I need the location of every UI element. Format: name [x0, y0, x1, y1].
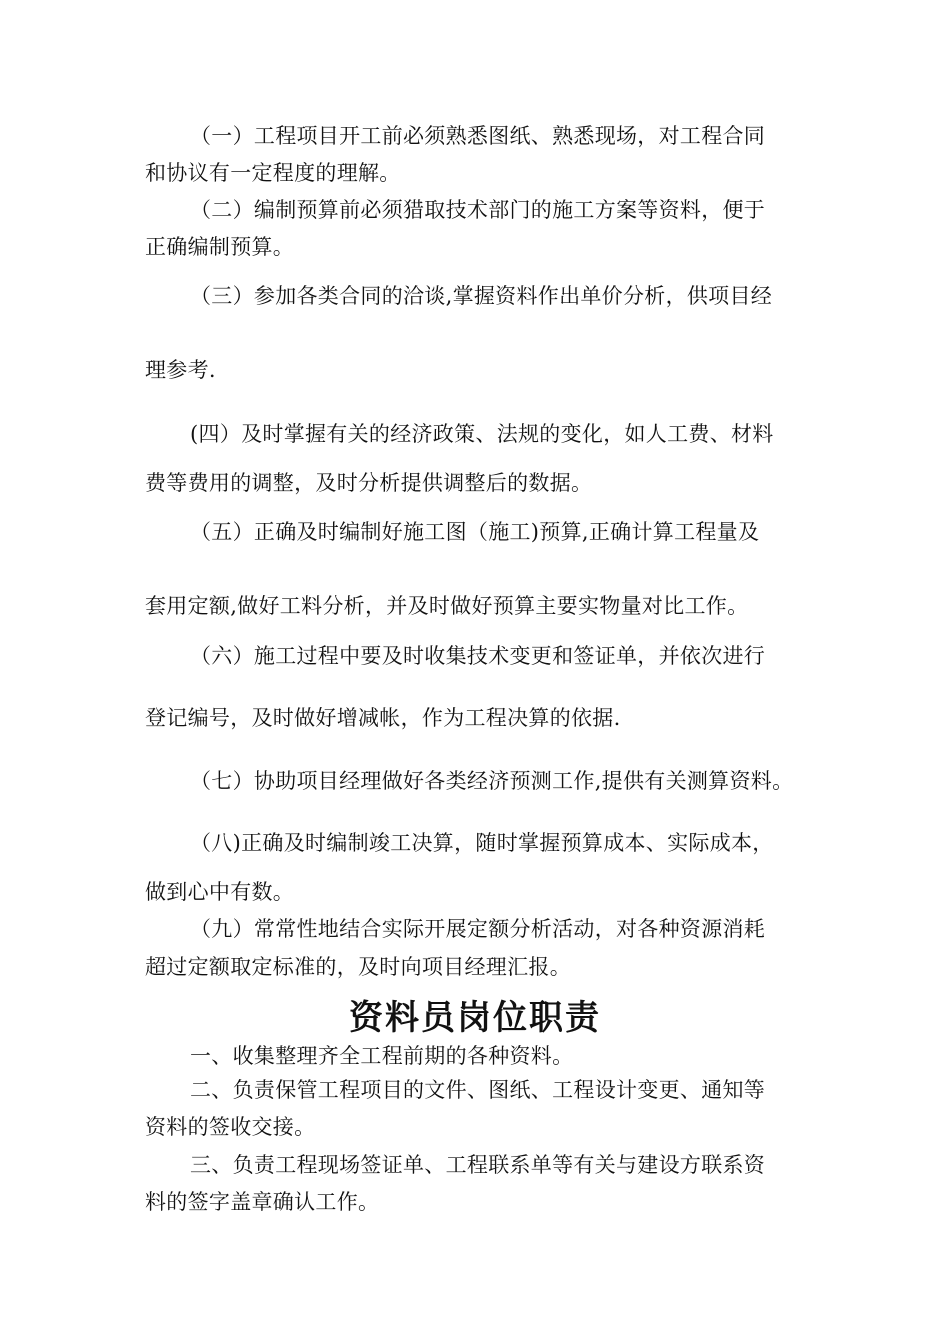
item-continuation-line: 和协议有一定程度的理解。	[145, 161, 401, 185]
section-heading: 资料员岗位职责	[349, 998, 601, 1038]
item-continuation-line: 做到心中有数。	[145, 880, 295, 904]
item-first-line: （八)正确及时编制竣工决算，随时掌握预算成本、实际成本，	[190, 831, 774, 855]
item-continuation-line: 登记编号，及时做好增减帐，作为工程决算的依据.	[145, 706, 621, 730]
item-first-line: (四）及时掌握有关的经济政策、法规的变化，如人工费、材料	[190, 422, 774, 446]
item-continuation-line: 料的签字盖章确认工作。	[145, 1190, 380, 1214]
item-first-line: （三）参加各类合同的洽谈,掌握资料作出单价分析，供项目经	[190, 284, 773, 308]
item-first-line: （七）协助项目经理做好各类经济预测工作,提供有关测算资料。	[190, 769, 794, 793]
item-first-line: （九）常常性地结合实际开展定额分析活动，对各种资源消耗	[190, 917, 766, 941]
item-first-line: 一、收集整理齐全工程前期的各种资料。	[190, 1044, 574, 1068]
item-continuation-line: 理参考.	[145, 358, 216, 382]
item-continuation-line: 费等费用的调整，及时分析提供调整后的数据。	[145, 471, 593, 495]
item-first-line: （二）编制预算前必须猎取技术部门的施工方案等资料，便于	[190, 198, 766, 222]
item-continuation-line: 资料的签收交接。	[145, 1115, 316, 1139]
item-continuation-line: 正确编制预算。	[145, 235, 295, 259]
item-first-line: 三、负责工程现场签证单、工程联系单等有关与建设方联系资	[190, 1153, 766, 1177]
item-continuation-line: 套用定额,做好工料分析，并及时做好预算主要实物量对比工作。	[145, 594, 749, 618]
item-first-line: （一）工程项目开工前必须熟悉图纸、熟悉现场，对工程合同	[190, 124, 766, 148]
item-first-line: （六）施工过程中要及时收集技术变更和签证单，并依次进行	[190, 644, 766, 668]
item-first-line: 二、负责保管工程项目的文件、图纸、工程设计变更、通知等	[190, 1078, 766, 1102]
item-first-line: （五）正确及时编制好施工图（施工)预算,正确计算工程量及	[190, 520, 760, 544]
item-continuation-line: 超过定额取定标准的，及时向项目经理汇报。	[145, 955, 571, 979]
